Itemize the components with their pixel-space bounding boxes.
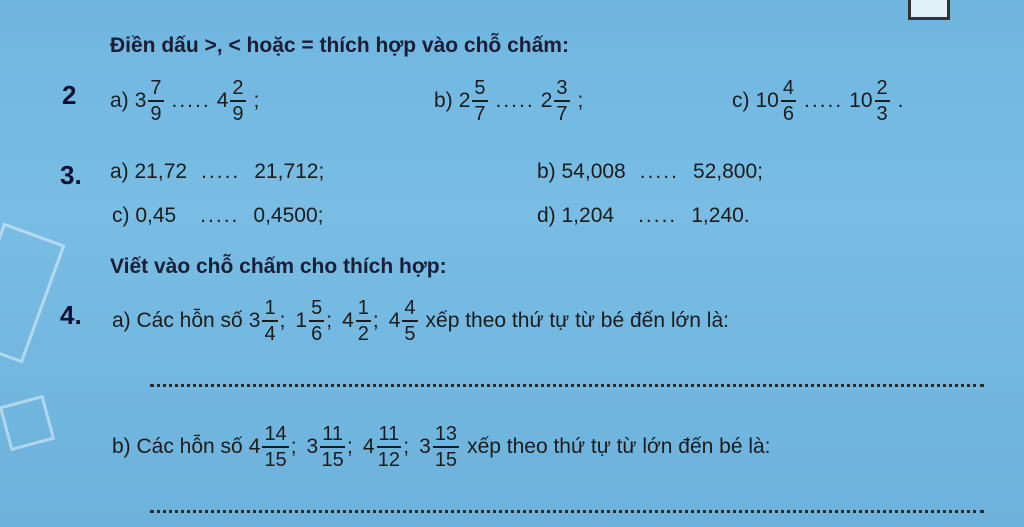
whole: 3: [134, 89, 147, 112]
ex3-b: [537, 160, 763, 184]
exercise-4-number: 4.: [60, 300, 82, 330]
fraction: [262, 298, 277, 344]
fill-instruction: Viết vào chỗ chấm cho thích hợp:: [110, 255, 447, 278]
numerator: 4: [781, 78, 796, 102]
denominator: 6: [311, 323, 323, 345]
ex3-c: [112, 204, 323, 228]
whole: 3: [419, 435, 431, 458]
mixed-number: 1 $\frac{5}{6}$ ;: [295, 297, 333, 345]
ex4-b-answer-line[interactable]: [150, 510, 984, 513]
whole: 10: [755, 89, 779, 112]
ex3-a-left: a) 21,72: [110, 160, 188, 183]
ex3-d-left: d) 1,204: [537, 204, 615, 227]
ex3-a-right: 21,712;: [254, 160, 325, 183]
ex3-c-right: 0,4500;: [253, 204, 324, 227]
fraction: [377, 424, 402, 470]
ex3-d: [537, 204, 750, 228]
whole: 4: [342, 309, 354, 332]
whole: 3: [306, 435, 319, 458]
fraction: [356, 298, 371, 344]
fraction: [230, 78, 245, 124]
fraction: [433, 424, 459, 470]
ex2-c: [732, 78, 904, 124]
numerator: 5: [309, 298, 324, 322]
numerator: 14: [262, 424, 288, 448]
numerator: 3: [554, 78, 569, 102]
ex2-a-left-mixed: [135, 78, 166, 124]
exercise-2-number: 2: [62, 80, 77, 110]
ex3-c-left: c) 0,45: [112, 204, 177, 227]
answer-dots[interactable]: .....: [495, 89, 535, 112]
ex2-a-right-mixed: [217, 78, 248, 124]
numerator: 4: [402, 298, 417, 322]
ex2-b-right-mixed: [541, 78, 572, 124]
ex4-a: [112, 298, 729, 344]
ex2-b-end: ;: [577, 89, 584, 112]
denominator: 2: [357, 323, 369, 345]
answer-dots[interactable]: .....: [200, 204, 240, 227]
answer-dots[interactable]: .....: [639, 160, 679, 183]
denominator: 15: [264, 449, 287, 471]
ex3-b-left: b) 54,008: [537, 160, 626, 183]
mixed-number: [389, 298, 420, 344]
denominator: 3: [876, 103, 888, 125]
denominator: 4: [264, 323, 276, 345]
numerator: 11: [377, 424, 402, 448]
ex4-a-answer-line[interactable]: [150, 384, 984, 387]
compare-instruction: Điền dấu >, < hoặc = thích hợp vào chỗ chấm:: [110, 34, 569, 57]
ex4-a-prefix: a) Các hỗn số: [112, 309, 243, 332]
fraction: [309, 298, 324, 344]
denominator: 15: [321, 449, 344, 471]
ex3-d-right: 1,240.: [691, 204, 750, 227]
mixed-number: 4 $\frac{1}{2}$ ;: [342, 297, 379, 345]
denominator: 6: [782, 103, 794, 125]
whole: 10: [849, 89, 873, 112]
mixed-number: 3 $\frac{1}{4}$ ;: [248, 297, 286, 345]
numerator: 2: [875, 78, 890, 102]
numerator: 1: [262, 298, 277, 322]
ex2-b-label: b): [434, 89, 453, 112]
denominator: 5: [404, 323, 416, 345]
denominator: 7: [556, 103, 568, 125]
numerator: 11: [320, 424, 345, 448]
answer-dots[interactable]: .....: [171, 89, 211, 112]
ex2-a-end: ;: [253, 89, 260, 112]
answer-dots[interactable]: .....: [803, 89, 844, 112]
ex2-c-end: .: [897, 89, 904, 112]
ex2-c-label: c): [732, 89, 750, 112]
numerator: 5: [472, 78, 487, 102]
ex2-b: [434, 78, 583, 124]
ex3-a: [110, 160, 324, 184]
ex4-a-suffix: xếp theo thứ tự từ bé đến lớn là:: [425, 309, 729, 332]
ex2-b-left-mixed: [459, 78, 490, 124]
ex4-b: [112, 424, 771, 470]
fraction: [781, 78, 796, 124]
fraction: [320, 424, 345, 470]
denominator: 7: [474, 103, 486, 125]
ex3-b-right: 52,800;: [692, 160, 764, 183]
whole: 4: [362, 435, 375, 458]
mixed-number: 4 $\frac{11}{12}$ ;: [362, 423, 410, 471]
denominator: 12: [377, 449, 401, 471]
whole: 2: [458, 89, 471, 112]
denominator: 15: [434, 449, 458, 471]
fraction: [472, 78, 487, 124]
fraction: [875, 78, 890, 124]
ex2-a-label: a): [110, 89, 129, 112]
mixed-number: [419, 424, 461, 470]
fraction: [262, 424, 288, 470]
fraction: [402, 298, 417, 344]
whole: 4: [388, 309, 401, 332]
denominator: 9: [232, 103, 244, 125]
fraction: [148, 78, 163, 124]
whole: 4: [248, 435, 261, 458]
exercise-3-number: 3.: [60, 160, 82, 190]
whole: 4: [216, 89, 229, 112]
ex2-c-right-mixed: [849, 78, 891, 124]
ex4-b-prefix: b) Các hỗn số: [112, 435, 243, 458]
whole: 2: [540, 89, 553, 112]
fraction: [554, 78, 569, 124]
mixed-number: 4 $\frac{14}{15}$ ;: [248, 423, 297, 471]
ex2-a: [110, 78, 259, 124]
numerator: 1: [356, 298, 371, 322]
ex2-c-left-mixed: [756, 78, 798, 124]
answer-dots[interactable]: .....: [201, 160, 241, 183]
numerator: 7: [148, 78, 163, 102]
numerator: 2: [230, 78, 245, 102]
denominator: 9: [150, 103, 162, 125]
mixed-number: 3 $\frac{11}{15}$ ;: [306, 423, 353, 471]
numerator: 13: [433, 424, 459, 448]
answer-dots[interactable]: .....: [638, 204, 678, 227]
ex4-b-suffix: xếp theo thứ tự từ lớn đến bé là:: [467, 435, 771, 458]
whole: 1: [295, 309, 308, 332]
whole: 3: [248, 309, 261, 332]
